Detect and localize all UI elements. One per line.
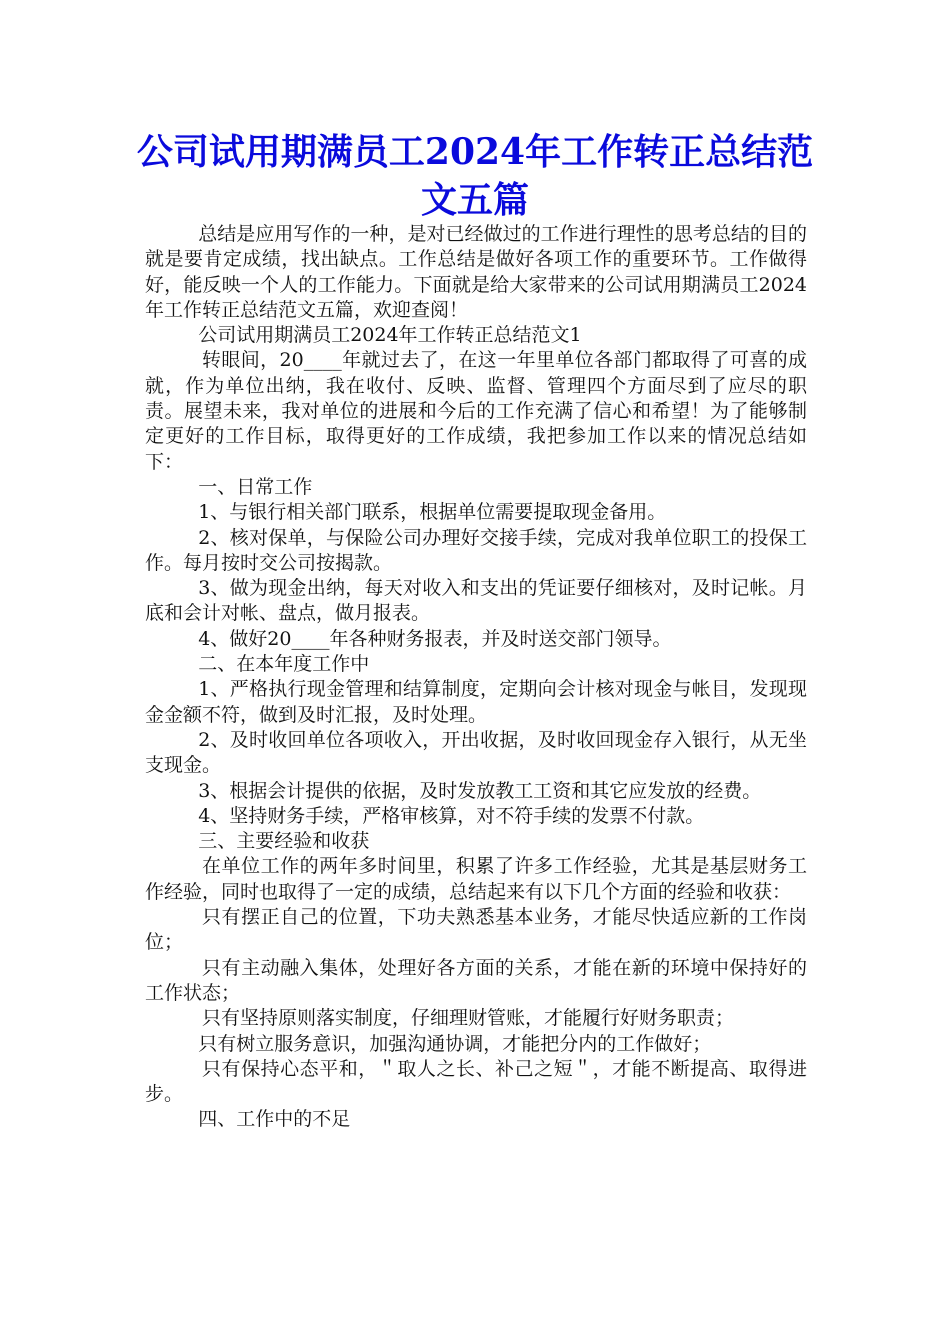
body-paragraph: 只有主动融入集体，处理好各方面的关系，才能在新的环境中保持好的工作状态；: [145, 956, 807, 1004]
document-body: [145, 222, 807, 1133]
intro-paragraph: 总结是应用写作的一种，是对已经做过的工作进行理性的思考总结的目的就是要肯定成绩，找出缺点。工作总结是做好各项工作的重要环节。工作做得好，能反映一个人的工作能力。下面就是给大家带来的公司试用期满员工2024年工作转正总结范文五篇，欢迎查阅！: [145, 223, 807, 321]
section-heading: 二、在本年度工作中: [198, 653, 370, 676]
body-paragraph: 在单位工作的两年多时间里，积累了许多工作经验，尤其是基层财务工作经验，同时也取得了一定的成绩，总结起来有以下几个方面的经验和收获：: [145, 855, 807, 903]
list-item: 4、坚持财务手续，严格审核算，对不符手续的发票不付款。: [198, 804, 705, 827]
list-item: 3、做为现金出纳，每天对收入和支出的凭证要仔细核对，及时记帐。月底和会计对帐、盘点，做月报表。: [145, 577, 807, 625]
section-heading: 三、主要经验和收获: [198, 830, 370, 853]
document-title: 公司试用期满员工2024年工作转正总结范文五篇: [136, 131, 814, 221]
section-heading-essay-1: 公司试用期满员工2024年工作转正总结范文1: [198, 324, 582, 347]
list-item: 1、严格执行现金管理和结算制度，定期向会计核对现金与帐目，发现现金金额不符，做到及时汇报，及时处理。: [145, 678, 807, 726]
list-item: 2、核对保单，与保险公司办理好交接手续，完成对我单位职工的投保工作。每月按时交公司按揭款。: [145, 526, 807, 574]
list-item: 4、做好20____年各种财务报表，并及时送交部门领导。: [198, 627, 672, 650]
body-paragraph: 只有树立服务意识，加强沟通协调，才能把分内的工作做好；: [198, 1032, 712, 1055]
body-paragraph: 只有坚持原则落实制度，仔细理财管账，才能履行好财务职责；: [202, 1007, 735, 1030]
section-heading: 四、工作中的不足: [198, 1108, 351, 1131]
section-heading: 一、日常工作: [198, 475, 313, 498]
list-item: 3、根据会计提供的依据，及时发放教工工资和其它应发放的经费。: [198, 779, 762, 802]
body-paragraph: 转眼间，20____年就过去了，在这一年里单位各部门都取得了可喜的成就，作为单位出纳，我在收付、反映、监督、管理四个方面尽到了应尽的职责。展望未来，我对单位的进展和今后的工作充满了信心和希望！为了能够制定更好的工作目标，取得更好的工作成绩，我把参加工作以来的情况总结如下：: [145, 349, 807, 473]
list-item: 2、及时收回单位各项收入，开出收据，及时收回现金存入银行，从无坐支现金。: [145, 728, 807, 777]
body-paragraph: 只有摆正自己的位置，下功夫熟悉基本业务，才能尽快适应新的工作岗位；: [145, 906, 807, 954]
list-item: 1、与银行相关部门联系，根据单位需要提取现金备用。: [198, 501, 667, 524]
body-paragraph: 只有保持心态平和，＂取人之长、补己之短＂，才能不断提高、取得进步。: [145, 1057, 807, 1106]
